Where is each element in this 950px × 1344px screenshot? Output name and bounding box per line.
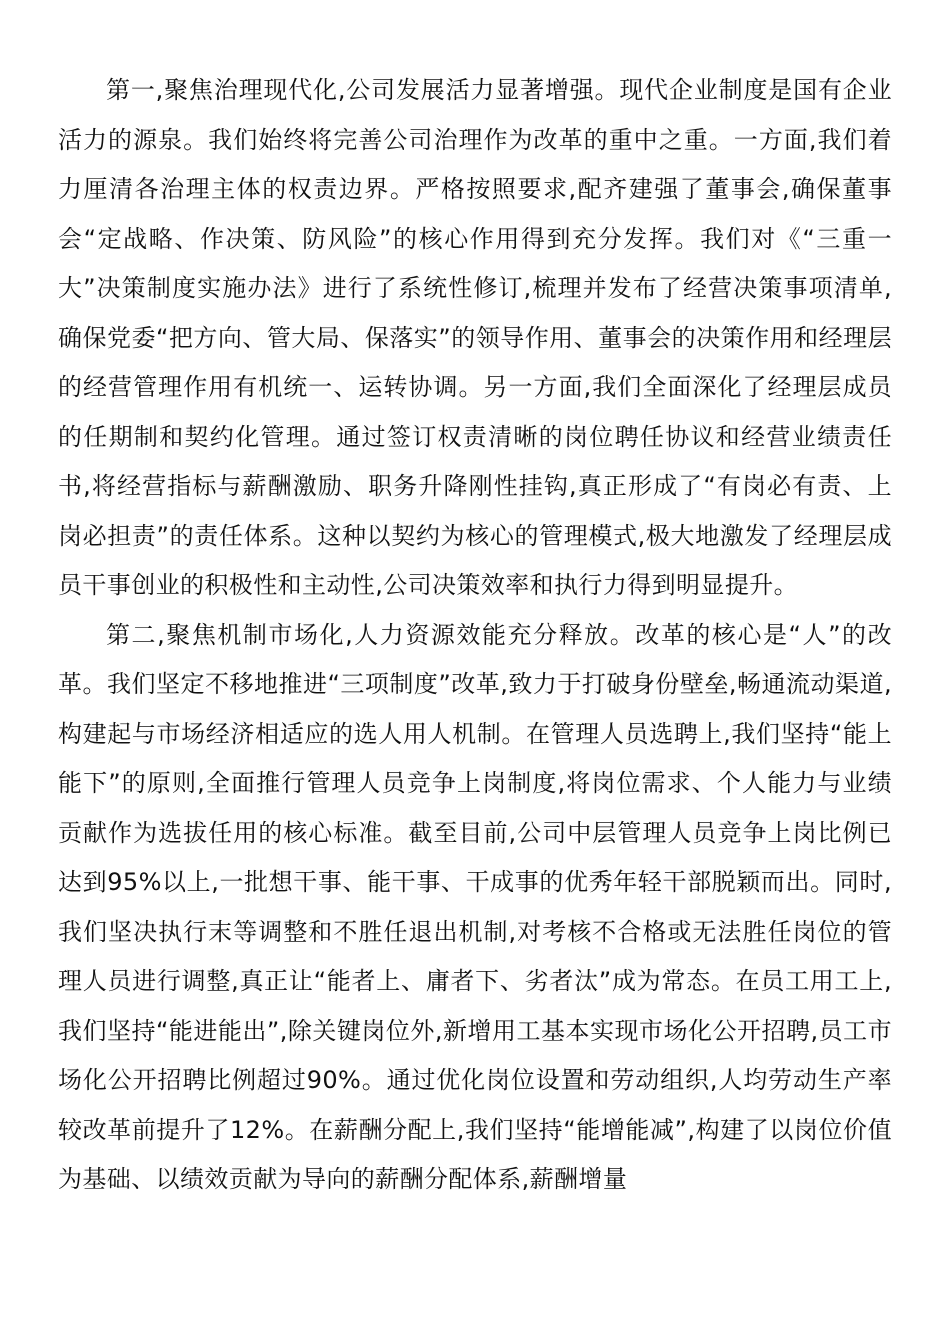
- paragraph-governance: 第一,聚焦治理现代化,公司发展活力显著增强。现代企业制度是国有企业活力的源泉。我们始终将完善公司治理作为改革的重中之重。一方面,我们着力厘清各治理主体的权责边界。严格按照要求,配齐建强了董事会,确保董事会“定战略、作决策、防风险”的核心作用得到充分发挥。我们对《“三重一大”决策制度实施办法》进行了系统性修订,梳理并发布了经营决策事项清单,确保党委“把方向、管大局、保落实”的领导作用、董事会的决策作用和经理层的经营管理作用有机统一、运转协调。另一方面,我们全面深化了经理层成员的任期制和契约化管理。通过签订权责清晰的岗位聘任协议和经营业绩责任书,将经营指标与薪酬激励、职务升降刚性挂钩,真正形成了“有岗必有责、上岗必担责”的责任体系。这种以契约为核心的管理模式,极大地激发了经理层成员干事创业的积极性和主动性,公司决策效率和执行力得到明显提升。: [58, 76, 892, 599]
- document-page: [58, 66, 892, 1205]
- paragraph-market-mechanism: 第二,聚焦机制市场化,人力资源效能充分释放。改革的核心是“人”的改革。我们坚定不移地推进“三项制度”改革,致力于打破身份壁垒,畅通流动渠道,构建起与市场经济相适应的选人用人机制。在管理人员选聘上,我们坚持“能上能下”的原则,全面推行管理人员竞争上岗制度,将岗位需求、个人能力与业绩贡献作为选拔任用的核心标准。截至目前,公司中层管理人员竞争上岗比例已达到95%以上,一批想干事、能干事、干成事的优秀年轻干部脱颖而出。同时,我们坚决执行末等调整和不胜任退出机制,对考核不合格或无法胜任岗位的管理人员进行调整,真正让“能者上、庸者下、劣者汰”成为常态。在员工用工上,我们坚持“能进能出”,除关键岗位外,新增用工基本实现市场化公开招聘,员工市场化公开招聘比例超过90%。通过优化岗位设置和劳动组织,人均劳动生产率较改革前提升了12%。在薪酬分配上,我们坚持“能增能减”,构建了以岗位价值为基础、以绩效贡献为导向的薪酬分配体系,薪酬增量: [58, 620, 892, 1193]
